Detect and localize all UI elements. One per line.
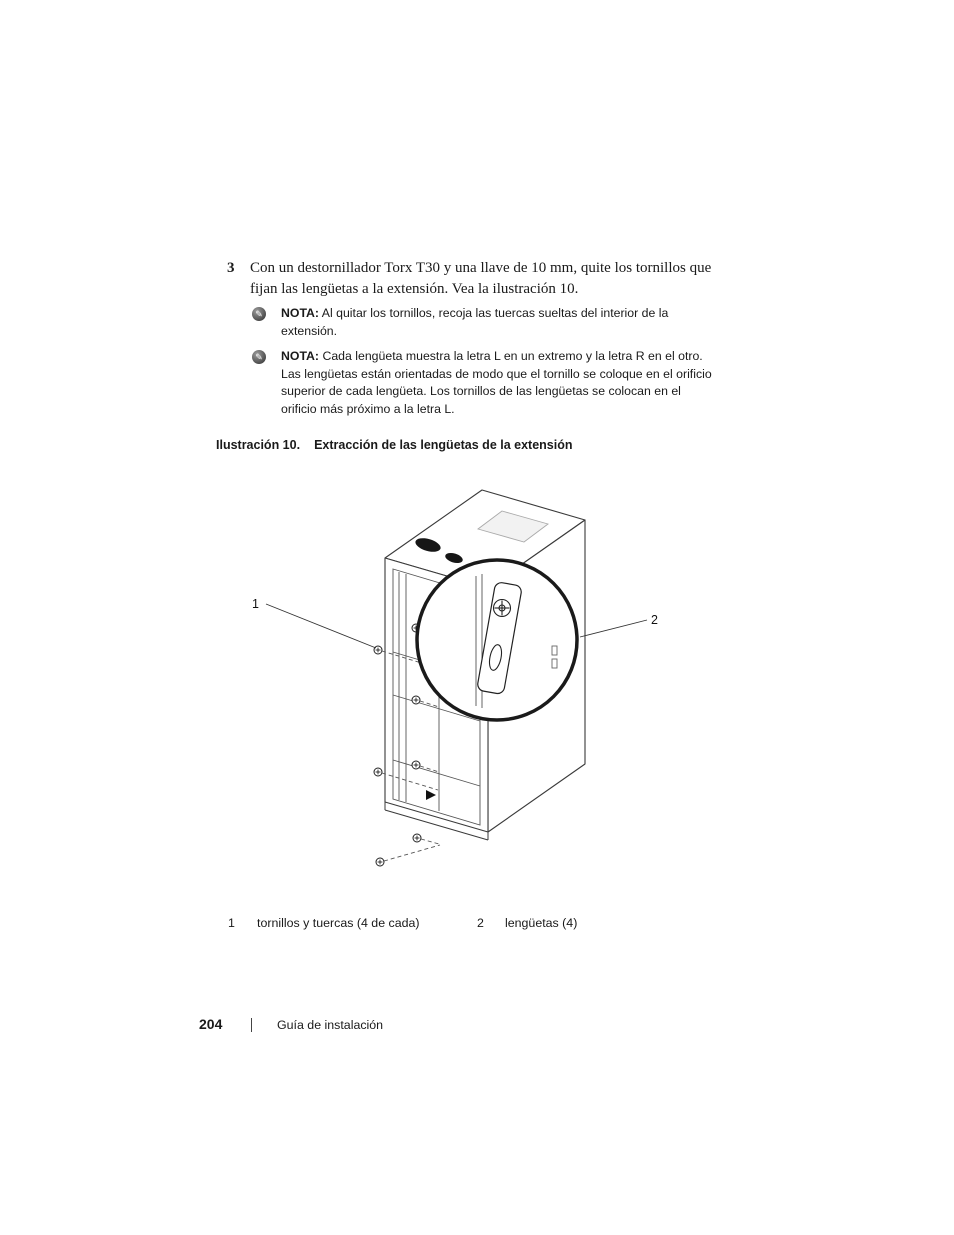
- screw-icon: [413, 834, 421, 842]
- footer-title: Guía de instalación: [277, 1018, 384, 1032]
- figure-caption-title: Extracción de las lengüetas de la extensión: [314, 438, 573, 452]
- screw-icon: [412, 761, 420, 769]
- note-block: [252, 348, 713, 418]
- note-pencil-icon: ✎: [252, 307, 266, 321]
- note-body-text: Al quitar los tornillos, recoja las tuercas sueltas del interior de la extensión.: [281, 306, 669, 338]
- screw-icon: [412, 696, 420, 704]
- figure-illustration: [240, 478, 690, 893]
- page-footer: [0, 1016, 954, 1038]
- screw-icon: [374, 768, 382, 776]
- legend-item-2-text: lengüetas (4): [505, 916, 578, 930]
- callout-1-label: 1: [252, 597, 259, 611]
- step-number: 3: [227, 260, 235, 276]
- note-text: [281, 348, 713, 418]
- legend-item-1-number: 1: [228, 916, 235, 930]
- rack-cabinet-drawing: [240, 478, 690, 893]
- footer-divider: [251, 1018, 252, 1032]
- note-label: NOTA:: [281, 306, 320, 320]
- callout-2-label: 2: [651, 613, 658, 627]
- page-number: 204: [199, 1016, 223, 1032]
- figure-caption: [216, 438, 573, 452]
- note-pencil-icon: ✎: [252, 350, 266, 364]
- note-text: [281, 305, 705, 340]
- bracket-screw-icon: [494, 600, 511, 617]
- figure-caption-label: Ilustración 10.: [216, 438, 301, 452]
- note-block: [252, 305, 705, 340]
- note-label: NOTA:: [281, 349, 320, 363]
- legend-item-2-number: 2: [477, 916, 484, 930]
- figure-legend: [0, 916, 954, 936]
- note-body-text: Cada lengüeta muestra la letra L en un extremo y la letra R en el otro. Las lengüetas están orientadas de modo que el tornillo se coloque en el orificio superior de cada lengüeta. Los tornillos de las lengüetas se colocan en el orificio más próximo a la letra L.: [281, 349, 712, 416]
- screw-icon: [376, 858, 384, 866]
- step-text: Con un destornillador Torx T30 y una llave de 10 mm, quite los tornillos que fijan las lengüetas a la extensión. Vea la ilustración 10.: [250, 260, 712, 297]
- detail-circle: [417, 560, 577, 720]
- step-item: [227, 258, 727, 300]
- legend-item-1-text: tornillos y tuercas (4 de cada): [257, 916, 420, 930]
